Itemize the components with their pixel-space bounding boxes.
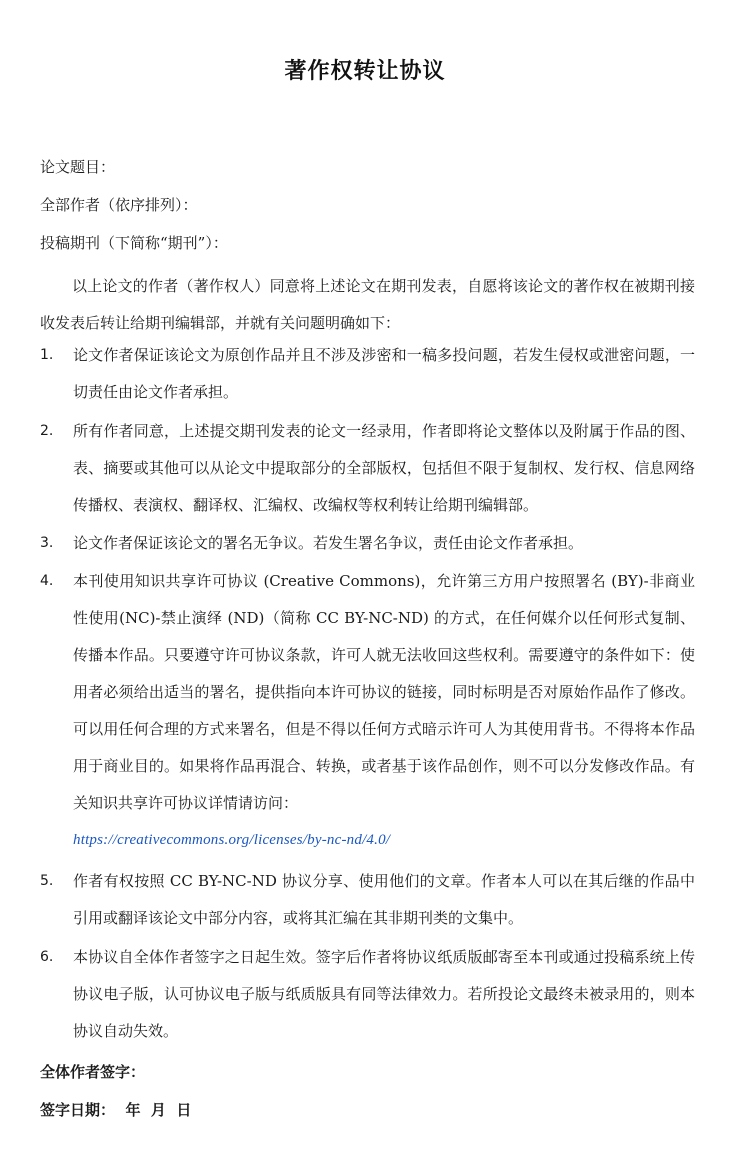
- paper-title-field: 论文题目：: [40, 158, 116, 176]
- clause-2: [40, 413, 695, 524]
- clause-6: [40, 939, 695, 1050]
- cc-license-link[interactable]: https://creativecommons.org/licenses/by-nc-nd/4.0/: [73, 832, 391, 848]
- authors-field: 全部作者（依序排列）：: [40, 196, 198, 214]
- document-title: 著作权转让协议: [284, 59, 446, 84]
- clause-number: 3.: [40, 535, 54, 551]
- clause-1: [40, 337, 695, 411]
- clause-5: [40, 863, 695, 937]
- clause-number: 4.: [40, 573, 54, 589]
- clause-text: 本协议自全体作者签字之日起生效。签字后作者将协议纸质版邮寄至本刊或通过投稿系统上传协议电子版，认可协议电子版与纸质版具有同等法律效力。若所投论文最终未被录用的，则本协议自动失效。: [73, 948, 695, 1040]
- clause-text: 作者有权按照 CC BY-NC-ND 协议分享、使用他们的文章。作者本人可以在其后继的作品中引用或翻译该论文中部分内容，或将其汇编在其非期刊类的文集中。: [73, 872, 695, 927]
- signature-date-label: 签字日期： 年 月 日: [40, 1101, 192, 1119]
- clause-text: 论文作者保证该论文的署名无争议。若发生署名争议，责任由论文作者承担。: [73, 534, 584, 552]
- clause-3: [40, 525, 695, 562]
- clause-number: 2.: [40, 423, 54, 439]
- clause-text-wrapper: [73, 563, 695, 859]
- clause-number: 1.: [40, 347, 54, 363]
- clause-4: [40, 563, 695, 859]
- journal-field: 投稿期刊（下简称“期刊”）：: [40, 234, 228, 252]
- clause-number: 5.: [40, 873, 54, 889]
- clause-text: 本刊使用知识共享许可协议 (Creative Commons)，允许第三方用户按照署名 (BY)-非商业性使用(NC)-禁止演绎 (ND)（简称 CC BY-NC-ND) 的方式，在任何媒介以任何形式复制、传播本作品。只要遵守许可协议条款，许可人就无法收回这些权利。需要遵守的条件如下：使用者必须给出适当的署名，提供指向本许可协议的链接，同时标明是否对原始作品作了修改。可以用任何合理的方式来署名，但是不得以任何方式暗示许可人为其使用背书。不得将本作品用于商业目的。如果将作品再混合、转换，或者基于该作品创作，则不可以分发修改作品。有关知识共享许可协议详情请访问：: [73, 572, 695, 812]
- clause-text: 所有作者同意，上述提交期刊发表的论文一经录用，作者即将论文整体以及附属于作品的图、表、摘要或其他可以从论文中提取部分的全部版权，包括但不限于复制权、发行权、信息网络传播权、表演权、翻译权、汇编权、改编权等权利转让给期刊编辑部。: [73, 422, 695, 514]
- intro-paragraph: 以上论文的作者（著作权人）同意将上述论文在期刊发表，自愿将该论文的著作权在被期刊接收发表后转让给期刊编辑部，并就有关问题明确如下：: [40, 277, 695, 332]
- clause-number: 6.: [40, 949, 54, 965]
- authors-signature-label: 全体作者签字：: [40, 1063, 146, 1081]
- clause-text: 论文作者保证该论文为原创作品并且不涉及涉密和一稿多投问题，若发生侵权或泄密问题，一切责任由论文作者承担。: [73, 346, 695, 401]
